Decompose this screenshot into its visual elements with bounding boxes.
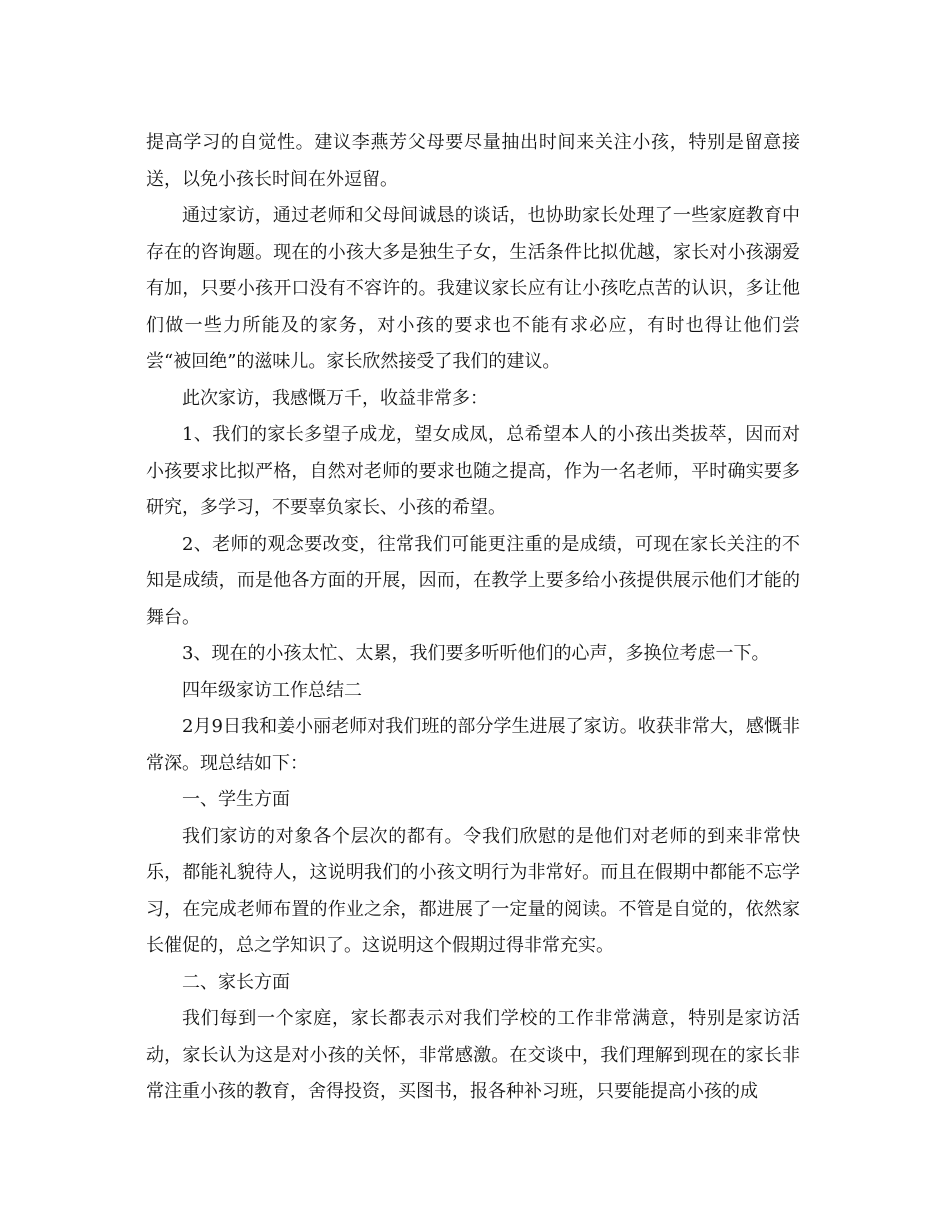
paragraph-7: 2月9日我和姜小丽老师对我们班的部分学生进展了家访。收获非常大，感慨非常深。现总结如下： xyxy=(146,716,800,774)
paragraph-2: 通过家访，通过老师和父母间诚恳的谈话，也协助家长处理了一些家庭教育中存在的咨询题。现在的小孩大多是独生子女，生活条件比拟优越，家长对小孩溺爱有加，只要小孩开口没有不容许的。我建议家长应有让小孩吃点苦的认识，多让他们做一些力所能及的家务，对小孩的要求也不能有求必应，有时也得让他们尝尝“被回绝”的滋味儿。家长欣然接受了我们的建议。 xyxy=(146,205,800,372)
paragraph-9: 我们每到一个家庭，家长都表示对我们学校的工作非常满意，特别是家访活动，家长认为这是对小孩的关怀，非常感激。在交谈中，我们理解到现在的家长非常注重小孩的教育，舍得投资，买图书，报各种补习班，只要能提高小孩的成 xyxy=(146,1008,800,1102)
subheading-students: 一、学生方面 xyxy=(182,789,290,810)
paragraph-4: 1、我们的家长多望子成龙，望女成凤，总希望本人的小孩出类拔萃，因而对小孩要求比拟严格，自然对老师的要求也随之提高，作为一名老师，平时确实要多研究，多学习，不要辜负家长、小孩的希望。 xyxy=(146,424,800,518)
document-body xyxy=(146,125,800,1111)
paragraph-3: 此次家访，我感慨万千，收益非常多： xyxy=(182,387,488,409)
paragraph-5: 2、老师的观念要改变，往常我们可能更注重的是成绩，可现在家长关注的不知是成绩，而是他各方面的开展，因而，在教学上要多给小孩提供展示他们才能的舞台。 xyxy=(146,533,800,628)
subheading-parents: 二、家长方面 xyxy=(182,971,290,993)
paragraph-1: 提高学习的自觉性。建议李燕芳父母要尽量抽出时间来关注小孩，特别是留意接送，以免小孩长时间在外逗留。 xyxy=(146,132,800,190)
section-heading: 四年级家访工作总结二 xyxy=(182,679,362,701)
paragraph-6: 3、现在的小孩太忙、太累，我们要多听听他们的心声，多换位考虑一下。 xyxy=(182,643,770,664)
paragraph-8: 我们家访的对象各个层次的都有。令我们欣慰的是他们对老师的到来非常快乐，都能礼貌待人，这说明我们的小孩文明行为非常好。而且在假期中都能不忘学习，在完成老师布置的作业之余，都进展了一定量的阅读。不管是自觉的，依然家长催促的，总之学知识了。这说明这个假期过得非常充实。 xyxy=(146,825,800,956)
